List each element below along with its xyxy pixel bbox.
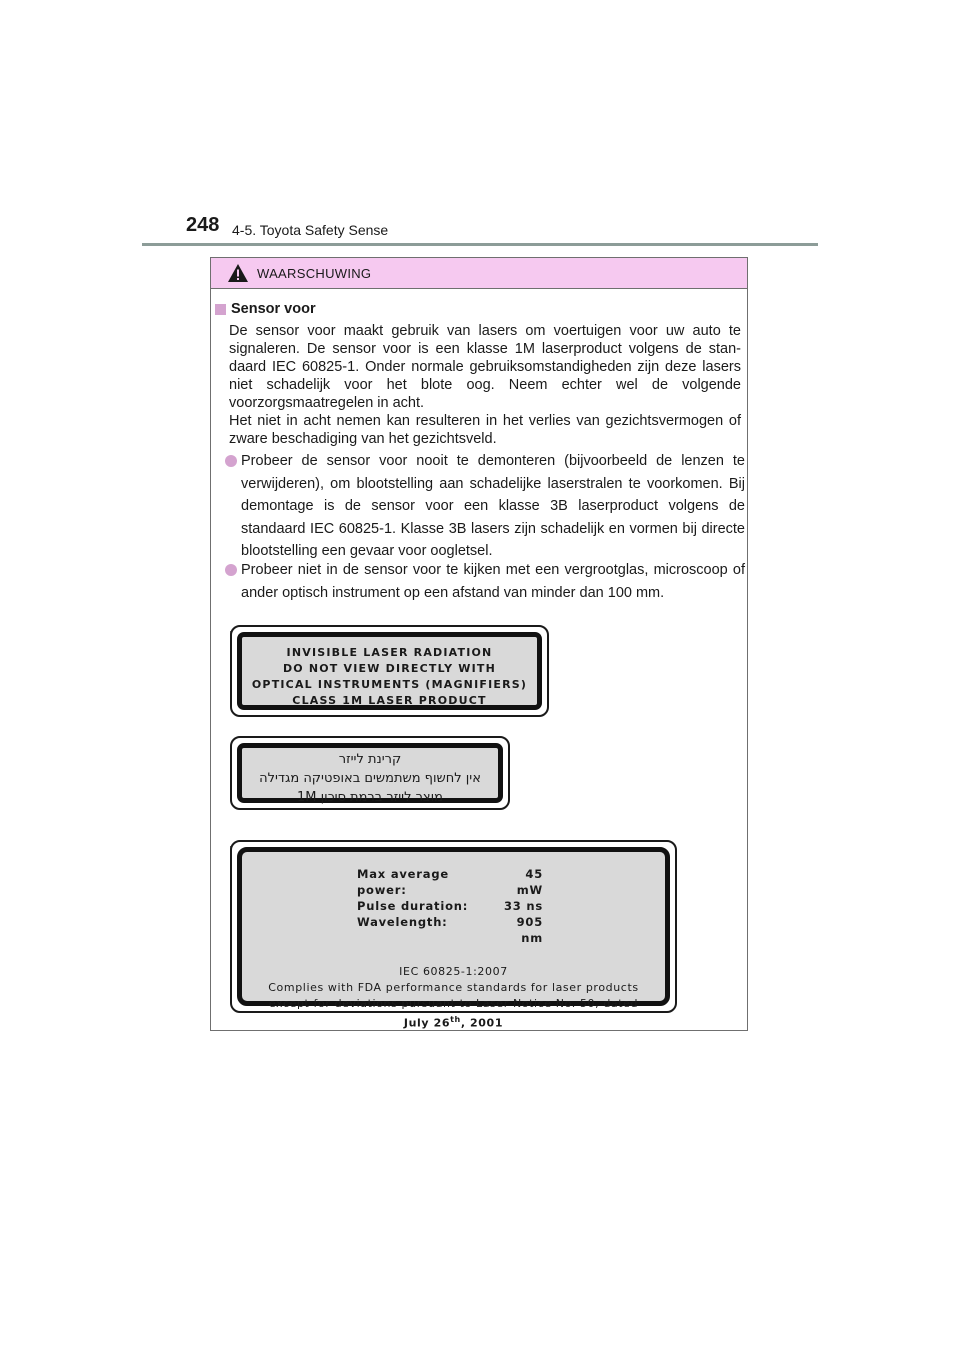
laser-classification-label-english — [230, 625, 549, 717]
hebrew-line: מוצר לייזר ברמת סיכון 1M — [296, 790, 444, 805]
spec-row — [357, 898, 665, 914]
spec-label: Pulse duration: — [357, 899, 469, 913]
bullet-text: Probeer niet in de sensor voor te kijken met een vergrootglas, microscoop of ander optisch instrument op een afstand van minder dan 100 mm. — [241, 562, 745, 601]
paragraph-intro: De sensor voor maakt gebruik van lasers om voertuigen voor uw auto te signaleren. De sensor voor is een klasse 1M laserproduct volgens de stan-daard IEC 60825-1. Onder normale gebruiksomstandigheden zijn deze lasers niet schadelijk voor het blote oog. Neem echter wel de volgende voorzorgsmaatregelen in acht. — [229, 323, 741, 411]
bullet-item — [225, 450, 745, 563]
bullet-item — [225, 559, 745, 604]
spec-row — [357, 866, 665, 898]
label-line: CLASS 1M LASER PRODUCT — [292, 694, 487, 707]
date-suffix: , 2001 — [460, 1016, 504, 1030]
spec-table — [242, 852, 665, 946]
date-prefix: July 26 — [403, 1016, 451, 1030]
compliance-line: Complies with FDA performance standards for laser products — [268, 981, 639, 994]
page-number: 248 — [186, 214, 220, 236]
bullet-dot-icon — [225, 455, 237, 467]
label-inner — [237, 743, 503, 803]
topic-title: Sensor voor — [231, 301, 316, 317]
bullet-text: Probeer de sensor voor nooit te demonteren (bijvoorbeeld de lenzen te verwijderen), om blootstelling aan schadelijke laserstralen te voorkomen. Bij demontage is de sensor voor een klasse 3B laserproduct volgens de standaard IEC 60825-1. Klasse 3B lasers zijn schadelijk en vormen bij directe blootstelling een gevaar voor oogletsel. — [241, 453, 745, 559]
spec-label: Wavelength: — [357, 915, 448, 929]
compliance-date — [242, 1012, 665, 1032]
warning-triangle-icon — [227, 263, 249, 283]
compliance-line: except for deviations pursuant to Laser Notice No. 50, dated — [268, 997, 639, 1010]
date-superscript: th — [450, 1015, 461, 1024]
section-title: 4-5. Toyota Safety Sense — [232, 222, 389, 238]
label-inner — [237, 632, 542, 710]
hebrew-line: אין לחשוף משתמשים באופטיקה מגדילה — [259, 771, 481, 786]
header-rule — [142, 243, 818, 246]
label-inner — [237, 847, 670, 1030]
hebrew-line: קרינת לייזר — [338, 752, 402, 767]
spec-value: 45 mW — [516, 867, 543, 897]
spec-value: 905 nm — [516, 915, 543, 945]
label-line: INVISIBLE LASER RADIATION — [286, 646, 493, 659]
laser-explanation-label — [230, 840, 677, 1030]
label-line: DO NOT VIEW DIRECTLY WITH — [282, 662, 497, 675]
warning-header — [211, 258, 747, 289]
warning-title: WAARSCHUWING — [257, 265, 372, 281]
square-bullet-icon — [215, 304, 226, 315]
paragraph-consequence: Het niet in acht nemen kan resulteren in het verlies van gezichtsvermogen of zware beschadiging van het gezichtsveld. — [229, 413, 741, 447]
topic-heading — [215, 301, 316, 317]
bullet-dot-icon — [225, 564, 237, 576]
spec-label: Max average power: — [357, 867, 449, 897]
label-line: OPTICAL INSTRUMENTS (MAGNIFIERS) — [251, 678, 528, 691]
standard-line: IEC 60825-1:2007 — [399, 965, 508, 978]
spec-row — [357, 914, 665, 946]
laser-classification-label-hebrew — [230, 736, 510, 810]
spec-value: 33 ns — [503, 899, 543, 913]
